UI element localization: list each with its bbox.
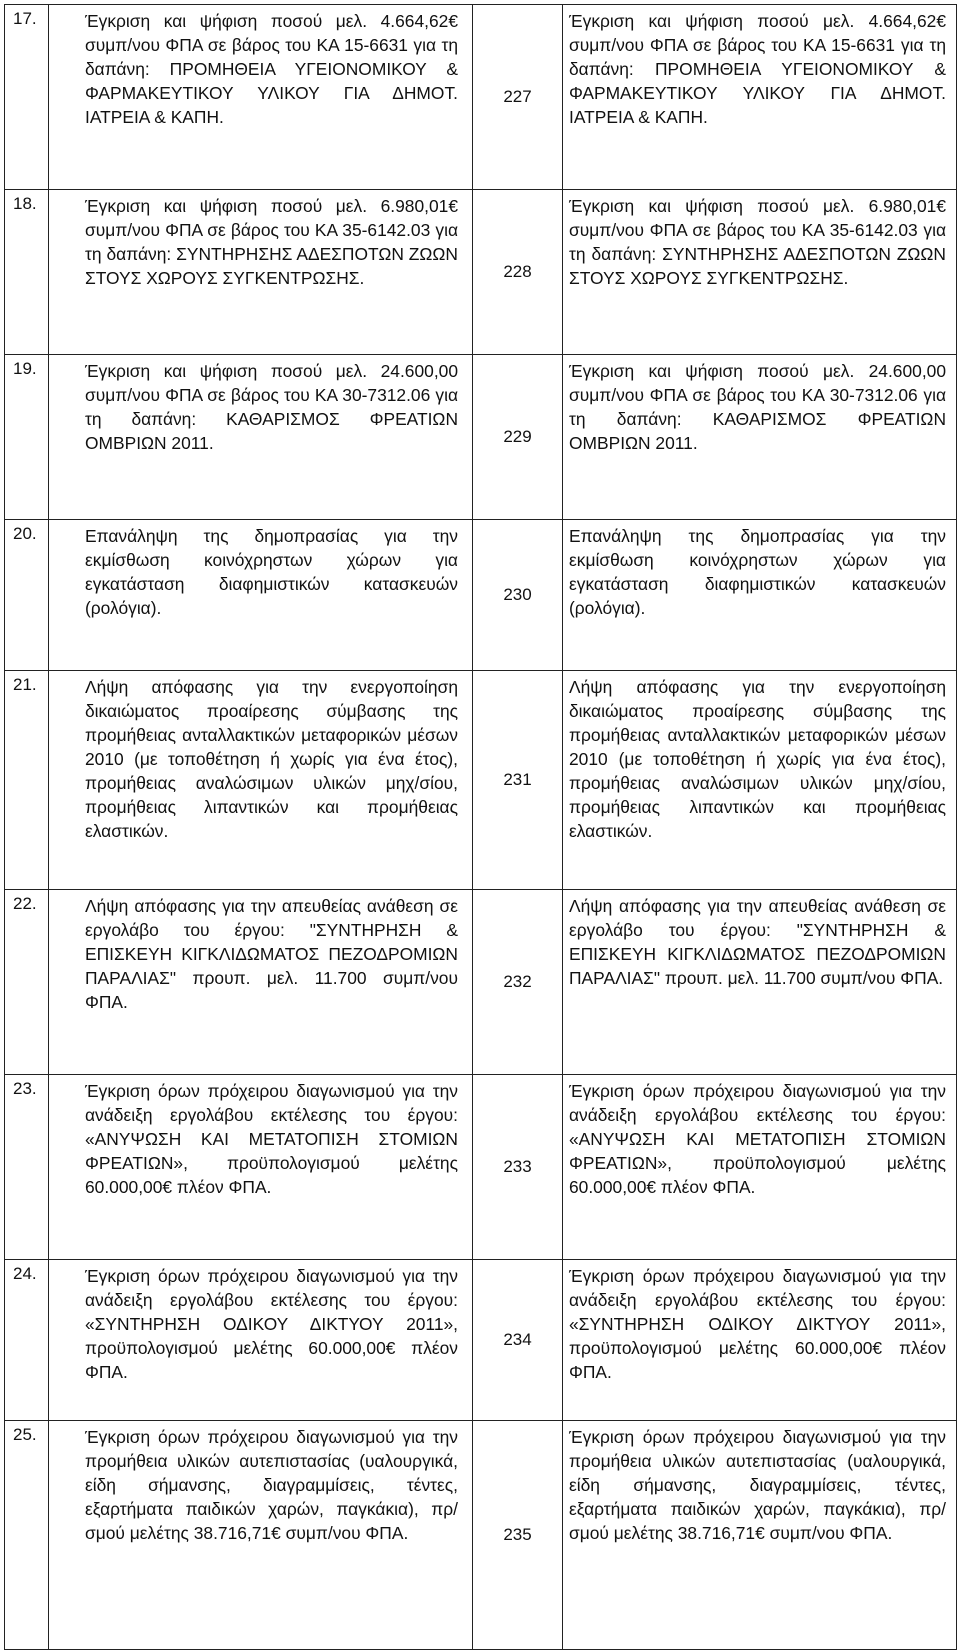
decision-number: 227: [473, 5, 563, 190]
decision-text: Επανάληψη της δημοπρασίας για την εκμίσθωση κοινόχρηστων χώρων για εγκατάσταση διαφημιστικών κατασκευών (ρολόγια).: [569, 526, 946, 618]
table-row: [5, 5, 957, 190]
item-number: 17.: [5, 5, 49, 190]
item-description: Έγκριση και ψήφιση ποσού μελ. 4.664,62€ συμπ/νου ΦΠΑ σε βάρος του ΚΑ 15-6631 για τη δαπάνη: ΠΡΟΜΗΘΕΙΑ ΥΓΕΙΟΝΟΜΙΚΟΥ & ΦΑΡΜΑΚΕΥΤΙΚΟΥ ΥΛΙΚΟΥ ΓΙΑ ΔΗΜΟΤ. ΙΑΤΡΕΙΑ & ΚΑΠΗ.: [85, 11, 458, 127]
table-row: [5, 355, 957, 520]
decision-text: Έγκριση και ψήφιση ποσού μελ. 4.664,62€ συμπ/νου ΦΠΑ σε βάρος του ΚΑ 15-6631 για τη δαπάνη: ΠΡΟΜΗΘΕΙΑ ΥΓΕΙΟΝΟΜΙΚΟΥ & ΦΑΡΜΑΚΕΥΤΙΚΟΥ ΥΛΙΚΟΥ ΓΙΑ ΔΗΜΟΤ. ΙΑΤΡΕΙΑ & ΚΑΠΗ.: [569, 11, 946, 127]
decision-number: 228: [473, 190, 563, 355]
item-description: Έγκριση όρων πρόχειρου διαγωνισμού για την ανάδειξη εργολάβου εκτέλεσης του έργου: «ΑΝΥΨΩΣΗ ΚΑΙ ΜΕΤΑΤΟΠΙΣΗ ΣΤΟΜΙΩΝ ΦΡΕΑΤΙΩΝ», προϋπολογισμού μελέτης 60.000,00€ πλέον ΦΠΑ.: [85, 1081, 458, 1197]
item-description: Έγκριση και ψήφιση ποσού μελ. 24.600,00 συμπ/νου ΦΠΑ σε βάρος του ΚΑ 30-7312.06 για τη δαπάνη: ΚΑΘΑΡΙΣΜΟΣ ΦΡΕΑΤΙΩΝ ΟΜΒΡΙΩΝ 2011.: [85, 361, 458, 453]
table-row: [5, 1421, 957, 1650]
table-row: [5, 190, 957, 355]
decision-text: Έγκριση όρων πρόχειρου διαγωνισμού για την ανάδειξη εργολάβου εκτέλεσης του έργου: «ΣΥΝΤΗΡΗΣΗ ΟΔΙΚΟΥ ΔΙΚΤΥΟΥ 2011», προϋπολογισμού μελέτης 60.000,00€ πλέον ΦΠΑ.: [569, 1266, 946, 1382]
decision-number: 229: [473, 355, 563, 520]
decision-text: Έγκριση και ψήφιση ποσού μελ. 24.600,00 συμπ/νου ΦΠΑ σε βάρος του ΚΑ 30-7312.06 για τη δαπάνη: ΚΑΘΑΡΙΣΜΟΣ ΦΡΕΑΤΙΩΝ ΟΜΒΡΙΩΝ 2011.: [569, 361, 946, 453]
item-description: Λήψη απόφασης για την ενεργοποίηση δικαιώματος προαίρεσης σύμβασης της προμήθειας ανταλλακτικών μεταφορικών μέσων 2010 (με τοποθέτηση ή χωρίς για ένα έτος), προμήθειας αναλώσιμων υλικών μηχ/σίου, προμήθειας λιπαντικών και προμήθειας ελαστικών.: [85, 677, 458, 841]
table-row: [5, 1075, 957, 1260]
item-number: 24.: [5, 1260, 49, 1421]
item-number: 18.: [5, 190, 49, 355]
item-number: 19.: [5, 355, 49, 520]
decision-number: 235: [473, 1421, 563, 1650]
item-number: 25.: [5, 1421, 49, 1650]
item-description: Επανάληψη της δημοπρασίας για την εκμίσθωση κοινόχρηστων χώρων για εγκατάσταση διαφημιστικών κατασκευών (ρολόγια).: [85, 526, 458, 618]
table-row: [5, 890, 957, 1075]
item-number: 20.: [5, 520, 49, 671]
decision-number: 230: [473, 520, 563, 671]
decision-text: Λήψη απόφασης για την απευθείας ανάθεση σε εργολάβο του έργου: "ΣΥΝΤΗΡΗΣΗ & ΕΠΙΣΚΕΥΗ ΚΙΓΚΛΙΔΩΜΑΤΟΣ ΠΕΖΟΔΡΟΜΙΩΝ ΠΑΡΑΛΙΑΣ" προυπ. μελ. 11.700 συμπ/νου ΦΠΑ.: [569, 896, 946, 988]
table-row: [5, 520, 957, 671]
decision-number: 231: [473, 671, 563, 890]
item-description: Έγκριση όρων πρόχειρου διαγωνισμού για την ανάδειξη εργολάβου εκτέλεσης του έργου: «ΣΥΝΤΗΡΗΣΗ ΟΔΙΚΟΥ ΔΙΚΤΥΟΥ 2011», προϋπολογισμού μελέτης 60.000,00€ πλέον ΦΠΑ.: [85, 1266, 458, 1382]
decision-text: Έγκριση όρων πρόχειρου διαγωνισμού για την προμήθεια υλικών αυτεπιστασίας (υαλουργικά, είδη σήμανσης, διαγραμμίσεις, τέντες, εξαρτήματα παιδικών χαρών, παγκάκια), πρ/σμού μελέτης 38.716,71€ συμπ/νου ΦΠΑ.: [569, 1427, 946, 1543]
item-description: Έγκριση όρων πρόχειρου διαγωνισμού για την προμήθεια υλικών αυτεπιστασίας (υαλουργικά, είδη σήμανσης, διαγραμμίσεις, τέντες, εξαρτήματα παιδικών χαρών, παγκάκια), πρ/σμού μελέτης 38.716,71€ συμπ/νου ΦΠΑ.: [85, 1427, 458, 1543]
item-number: 21.: [5, 671, 49, 890]
table-row: [5, 671, 957, 890]
decision-number: 234: [473, 1260, 563, 1421]
item-number: 23.: [5, 1075, 49, 1260]
decision-number: 232: [473, 890, 563, 1075]
agenda-table: [4, 4, 957, 1650]
table-row: [5, 1260, 957, 1421]
item-number: 22.: [5, 890, 49, 1075]
item-description: Έγκριση και ψήφιση ποσού μελ. 6.980,01€ συμπ/νου ΦΠΑ σε βάρος του ΚΑ 35-6142.03 για τη δαπάνη: ΣΥΝΤΗΡΗΣΗΣ ΑΔΕΣΠΟΤΩΝ ΖΩΩΝ ΣΤΟΥΣ ΧΩΡΟΥΣ ΣΥΓΚΕΝΤΡΩΣΗΣ.: [85, 196, 458, 288]
decision-text: Έγκριση και ψήφιση ποσού μελ. 6.980,01€ συμπ/νου ΦΠΑ σε βάρος του ΚΑ 35-6142.03 για τη δαπάνη: ΣΥΝΤΗΡΗΣΗΣ ΑΔΕΣΠΟΤΩΝ ΖΩΩΝ ΣΤΟΥΣ ΧΩΡΟΥΣ ΣΥΓΚΕΝΤΡΩΣΗΣ.: [569, 196, 946, 288]
decision-number: 233: [473, 1075, 563, 1260]
decision-text: Λήψη απόφασης για την ενεργοποίηση δικαιώματος προαίρεσης σύμβασης της προμήθειας ανταλλακτικών μεταφορικών μέσων 2010 (με τοποθέτηση ή χωρίς για ένα έτος), προμήθειας αναλώσιμων υλικών μηχ/σίου, προμήθειας λιπαντικών και προμήθειας ελαστικών.: [569, 677, 946, 841]
item-description: Λήψη απόφασης για την απευθείας ανάθεση σε εργολάβο του έργου: "ΣΥΝΤΗΡΗΣΗ & ΕΠΙΣΚΕΥΗ ΚΙΓΚΛΙΔΩΜΑΤΟΣ ΠΕΖΟΔΡΟΜΙΩΝ ΠΑΡΑΛΙΑΣ" προυπ. μελ. 11.700 συμπ/νου ΦΠΑ.: [85, 896, 458, 1012]
decision-text: Έγκριση όρων πρόχειρου διαγωνισμού για την ανάδειξη εργολάβου εκτέλεσης του έργου: «ΑΝΥΨΩΣΗ ΚΑΙ ΜΕΤΑΤΟΠΙΣΗ ΣΤΟΜΙΩΝ ΦΡΕΑΤΙΩΝ», προϋπολογισμού μελέτης 60.000,00€ πλέον ΦΠΑ.: [569, 1081, 946, 1197]
